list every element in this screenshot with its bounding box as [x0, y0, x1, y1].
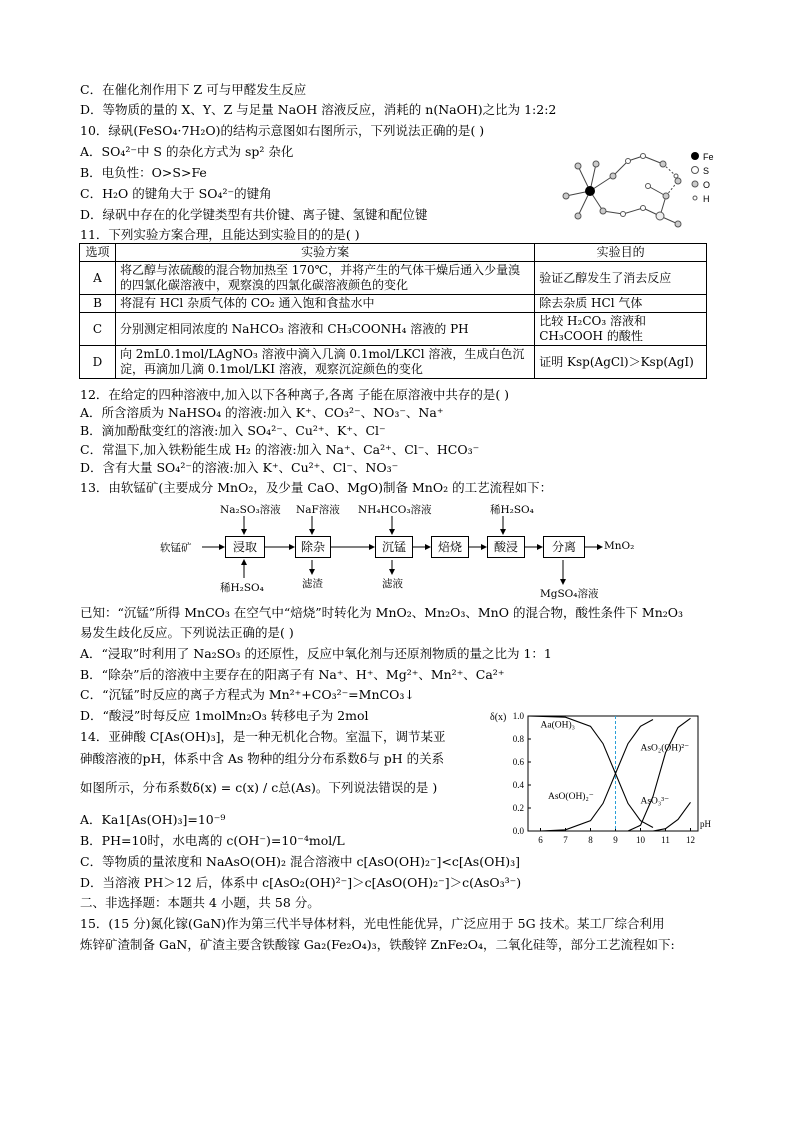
q14-option-d: D．当溶液 PH＞12 后，体系中 c[AsO₂(OH)²⁻]＞c[AsO(OH)₂⁻]＞c(AsO₃³⁻): [80, 875, 522, 890]
row-plan: 分别测定相同浓度的 NaHCO₃ 溶液和 CH₃COONH₄ 溶液的 PH: [115, 313, 534, 346]
flow-start-label: 软锰矿: [160, 542, 192, 554]
q15-line-1: 15．(15 分)氮化镓(GaN)作为第三代半导体材料，光电性能优异，广泛应用于 5G 技术。某工厂综合利用: [80, 916, 665, 931]
row-option: B: [80, 295, 116, 313]
table-row: [80, 346, 707, 379]
legend-s: S: [703, 166, 710, 176]
series-label: AsO₂(OH)²⁻: [640, 743, 690, 754]
flow-output-filter-residue: 滤渣: [302, 578, 323, 590]
row-goal: 除去杂质 HCl 气体: [535, 295, 707, 313]
legend-h: H: [703, 194, 710, 204]
x-tick-label: 11: [661, 835, 670, 845]
series-label: Aa(OH)₃: [540, 720, 575, 731]
green-vitriol-structure-diagram: [548, 136, 728, 236]
q14-option-c: C．等物质的量浓度和 NaAsO(OH)₂ 混合溶液中 c[AsO(OH)₂⁻]<c[As(OH)₃]: [80, 854, 521, 869]
series-line: [653, 802, 691, 831]
row-plan: 将乙醇与浓硫酸的混合物加热至 170℃，并将产生的气体干燥后通入少量溴的四氯化碳溶液中，观察溴的四氯化碳溶液颜色的变化: [115, 262, 534, 295]
q13-option-c: C．“沉锰”时反应的离子方程式为 Mn²⁺+CO₃²⁻=MnCO₃↓: [80, 687, 415, 702]
q9-option-c: C．在催化剂作用下 Z 可与甲醛发生反应: [80, 82, 307, 97]
series-line: [628, 718, 691, 831]
flow-step-leaching: 浸取: [225, 536, 265, 558]
q11-stem: 11．下列实验方案合理，且能达到实验目的的是( ): [80, 227, 360, 242]
row-plan: 将混有 HCl 杂质气体的 CO₂ 通入饱和食盐水中: [115, 295, 534, 313]
q10-option-a: A．SO₄²⁻中 S 的杂化方式为 sp² 杂化: [80, 144, 294, 159]
q12-option-c: C．常温下,加入铁粉能生成 H₂ 的溶液:加入 Na⁺、Ca²⁺、Cl⁻、HCO₃⁻: [80, 442, 480, 457]
flow-output-filtrate: 滤液: [382, 578, 403, 590]
flow-input-na2so3: Na₂SO₃溶液: [220, 504, 281, 516]
row-option: D: [80, 346, 116, 379]
q13-process-flow-diagram: [160, 500, 640, 600]
flow-step-roasting: 焙烧: [431, 536, 469, 558]
q14-option-a: A．Ka1[As(OH)₃]=10⁻⁹: [80, 812, 226, 827]
series-label: AsO₃³⁻: [640, 796, 670, 807]
flow-input-h2so4-top: 稀H₂SO₄: [490, 504, 534, 516]
q14-stem-1: 14．亚砷酸 C[As(OH)₃]，是一种无机化合物。室温下，调节某亚: [80, 729, 446, 744]
row-option: C: [80, 313, 116, 346]
q10-stem: 10．绿矾(FeSO₄·7H₂O)的结构示意图如右图所示，下列说法正确的是( ): [80, 123, 485, 138]
q12-option-d: D．含有大量 SO₄²⁻的溶液:加入 K⁺、Cu²⁺、Cl⁻、NO₃⁻: [80, 460, 399, 475]
section-2-heading: 二、非选择题：本题共 4 小题，共 58 分。: [80, 895, 320, 910]
q13-known-2: 易发生歧化反应。下列说法正确的是( ): [80, 625, 294, 640]
flow-step-mn-precipitation: 沉锰: [375, 536, 413, 558]
row-goal: 比较 H₂CO₃ 溶液和 CH₃COOH 的酸性: [535, 313, 707, 346]
row-goal: 验证乙醇发生了消去反应: [535, 262, 707, 295]
header-plan: 实验方案: [115, 244, 534, 262]
chart-frame: [528, 716, 698, 831]
flow-step-acid-leaching: 酸浸: [487, 536, 525, 558]
flow-input-nh4hco3: NH₄HCO₃溶液: [358, 504, 432, 516]
table-row: [80, 313, 707, 346]
row-goal: 证明 Ksp(AgCl)＞Ksp(AgI): [535, 346, 707, 379]
q15-line-2: 炼锌矿渣制备 GaN，矿渣主要含铁酸镓 Ga₂(Fe₂O₄)₃，铁酸锌 ZnFe₂O₄，二氧化硅等，部分工艺流程如下:: [80, 937, 675, 952]
x-tick-label: 8: [588, 835, 593, 845]
x-axis-label: pH: [700, 819, 711, 829]
y-tick-label: 1.0: [512, 711, 524, 721]
q13-option-d: D．“酸浸”时每反应 1molMn₂O₃ 转移电子为 2mol: [80, 708, 369, 723]
q13-stem: 13．由软锰矿(主要成分 MnO₂，及少量 CaO、MgO)制备 MnO₂ 的工艺流程如下：: [80, 480, 553, 495]
flow-end-label: MnO₂: [604, 540, 635, 552]
x-tick-label: 7: [563, 835, 568, 845]
flow-output-mgso4: MgSO₄溶液: [540, 588, 599, 600]
q14-stem-2: 砷酸溶液的pH，体系中含 As 物种的组分分布系数δ与 pH 的关系: [80, 751, 445, 766]
y-tick-label: 0.6: [512, 757, 524, 767]
x-tick-label: 12: [686, 835, 695, 845]
table-header-row: [80, 244, 707, 262]
flow-step-impurity-removal: 除杂: [295, 536, 331, 558]
q13-option-b: B．“除杂”后的溶液中主要存在的阳离子有 Na⁺、H⁺、Mg²⁺、Mn²⁺、Ca²⁺: [80, 667, 505, 682]
header-option: 选项: [80, 244, 116, 262]
y-tick-label: 0.8: [512, 734, 524, 744]
x-tick-label: 6: [538, 835, 543, 845]
legend-o: O: [703, 180, 711, 190]
header-goal: 实验目的: [535, 244, 707, 262]
legend-fe: Fe: [703, 152, 714, 162]
q12-stem: 12．在给定的四种溶液中,加入以下各种离子,各离 子能在原溶液中共存的是( ): [80, 387, 510, 402]
q11-experiment-table: [79, 243, 707, 379]
series-label: AsO(OH)₂⁻: [548, 791, 594, 802]
series-line: [528, 716, 653, 828]
y-axis-label: δ(x): [490, 712, 507, 723]
q9-option-d: D．等物质的量的 X、Y、Z 与足量 NaOH 溶液反应，消耗的 n(NaOH)之比为 1:2:2: [80, 102, 557, 117]
q10-option-b: B．电负性：O>S>Fe: [80, 165, 207, 180]
q12-option-b: B．滴加酚酞变红的溶液:加入 SO₄²⁻、Cu²⁺、K⁺、Cl⁻: [80, 423, 386, 438]
q10-option-c: C．H₂O 的键角大于 SO₄²⁻的键角: [80, 186, 272, 201]
table-row: [80, 295, 707, 313]
row-option: A: [80, 262, 116, 295]
table-row: [80, 262, 707, 295]
q13-known-1: 已知：“沉锰”所得 MnCO₃ 在空气中“焙烧”时转化为 MnO₂、Mn₂O₃、MnO 的混合物，酸性条件下 Mn₂O₃: [80, 605, 684, 620]
q14-stem-3: 如图所示，分布系数δ(x) = c(x) / c总(As)。下列说法错误的是 ): [80, 780, 438, 795]
y-tick-label: 0.4: [512, 780, 524, 790]
x-tick-label: 9: [613, 835, 618, 845]
row-plan: 向 2mL0.1mol/LAgNO₃ 溶液中滴入几滴 0.1mol/LKCl 溶液，生成白色沉淀，再滴加几滴 0.1mol/LKI 溶液，观察沉淀颜色的变化: [115, 346, 534, 379]
q14-distribution-chart: [488, 706, 720, 846]
flow-step-separation: 分离: [543, 536, 585, 558]
q12-option-a: A．所含溶质为 NaHSO₄ 的溶液:加入 K⁺、CO₃²⁻、NO₃⁻、Na⁺: [80, 405, 444, 420]
y-tick-label: 0.0: [512, 826, 524, 836]
q10-option-d: D．绿矾中存在的化学键类型有共价键、离子键、氢键和配位键: [80, 207, 428, 222]
q14-option-b: B．PH=10时，水电离的 c(OH⁻)=10⁻⁴mol/L: [80, 833, 345, 848]
flow-input-naf: NaF溶液: [296, 504, 340, 516]
flow-input-h2so4-bottom: 稀H₂SO₄: [220, 582, 264, 594]
y-tick-label: 0.2: [512, 803, 524, 813]
q13-option-a: A．“浸取”时利用了 Na₂SO₃ 的还原性，反应中氧化剂与还原剂物质的量之比为 1：1: [80, 646, 552, 661]
x-tick-label: 10: [636, 835, 645, 845]
